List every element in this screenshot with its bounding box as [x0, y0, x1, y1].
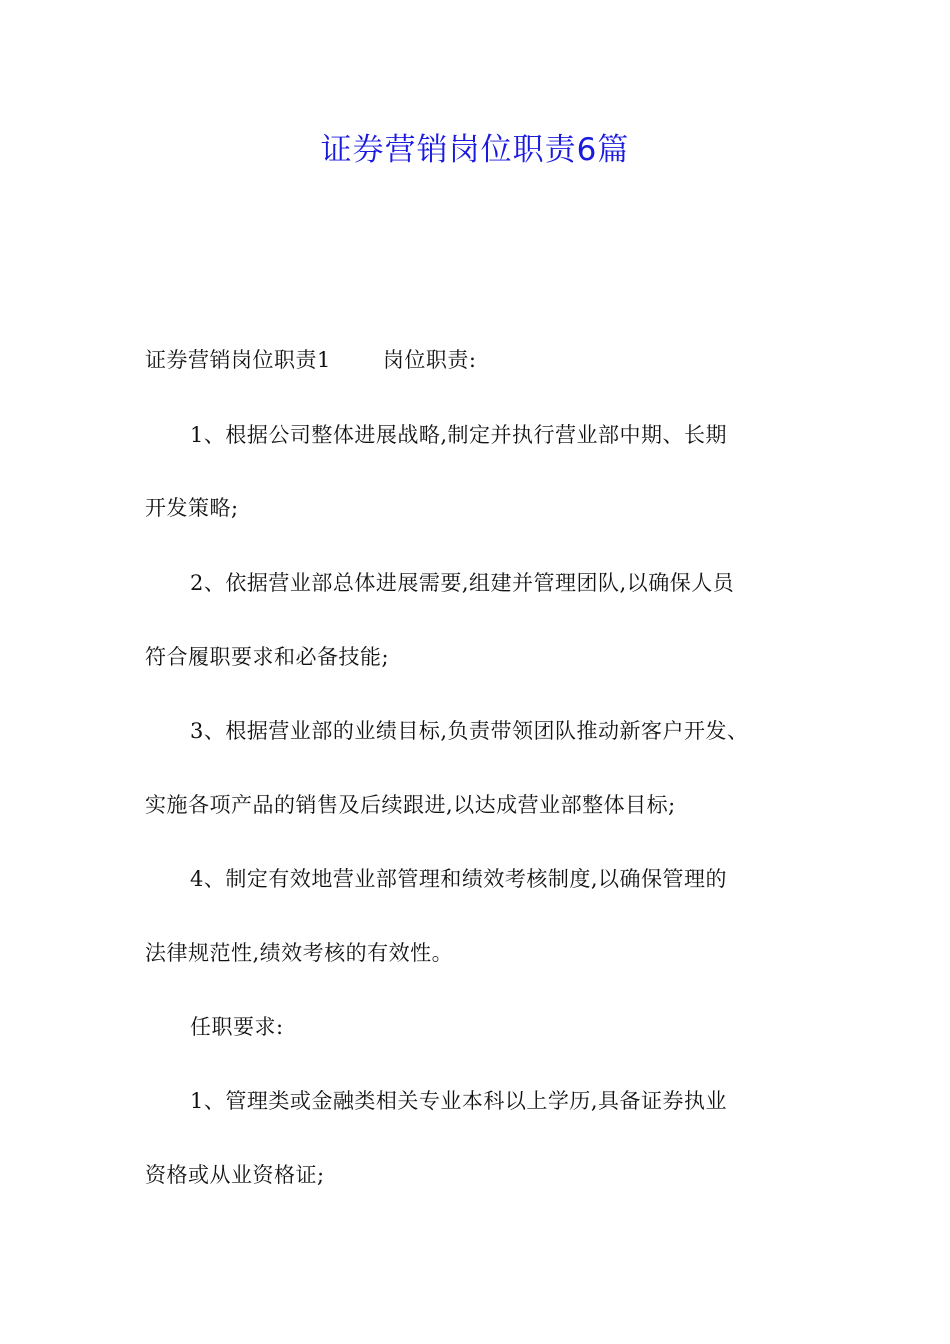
paragraph-line: 3、根据营业部的业绩目标,负责带领团队推动新客户开发、: [190, 719, 749, 743]
paragraph-line: 实施各项产品的销售及后续跟进,以达成营业部整体目标;: [145, 793, 676, 817]
section-heading: 证券营销岗位职责1: [145, 348, 331, 372]
paragraph-line: 1、管理类或金融类相关专业本科以上学历,具备证券执业: [190, 1089, 728, 1113]
paragraph-line: 符合履职要求和必备技能;: [145, 645, 390, 669]
paragraph-line: 资格或从业资格证;: [145, 1163, 325, 1187]
paragraph-line: 4、制定有效地营业部管理和绩效考核制度,以确保管理的: [190, 867, 728, 891]
section-heading-line: [145, 345, 476, 375]
paragraph-line: 开发策略;: [145, 496, 239, 520]
subsection-label: 岗位职责:: [382, 348, 477, 372]
paragraph-line: 2、依据营业部总体进展需要,组建并管理团队,以确保人员: [190, 571, 735, 595]
document-title: 证券营销岗位职责6篇: [320, 132, 630, 168]
paragraph-line: 法律规范性,绩效考核的有效性。: [145, 941, 454, 965]
subsection-label: 任职要求:: [190, 1015, 284, 1039]
paragraph-line: 1、根据公司整体进展战略,制定并执行营业部中期、长期: [190, 423, 728, 447]
